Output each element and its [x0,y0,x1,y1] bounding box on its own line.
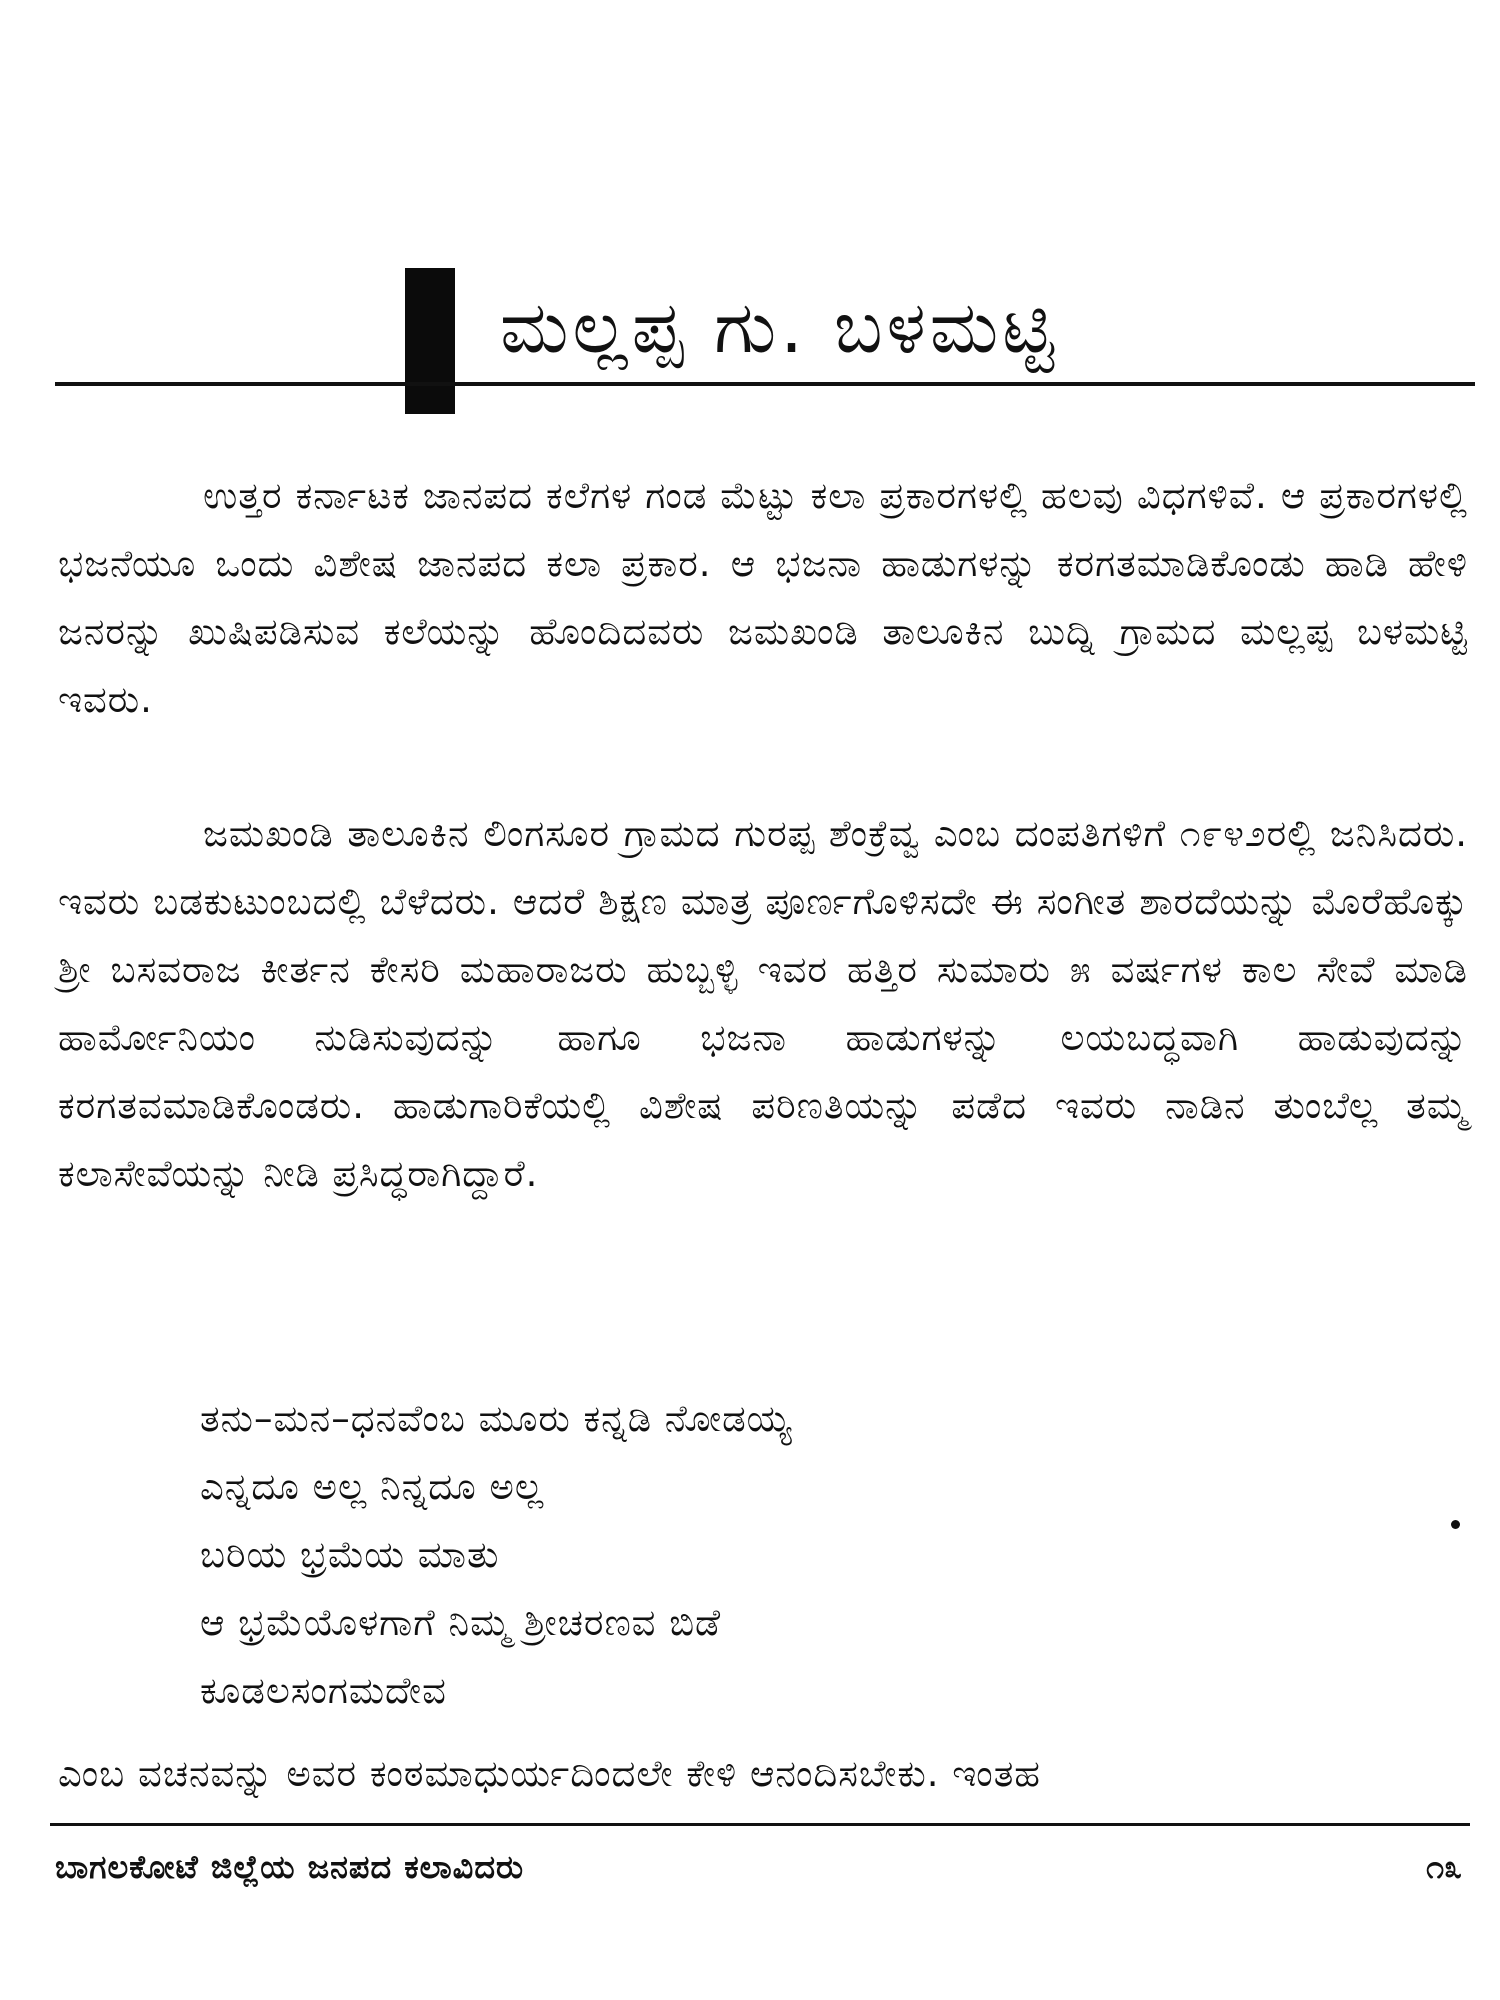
vachana-verse [200,1385,792,1725]
print-speck [1451,1520,1460,1529]
title-marker-block [405,268,455,414]
verse-line: ತನು–ಮನ–ಧನವೆಂಬ ಮೂರು ಕನ್ನಡಿ ನೋಡಯ್ಯ [200,1397,793,1440]
page-title: ಮಲ್ಲಪ್ಪ ಗು. ಬಳಮಟ್ಟಿ [500,285,1059,369]
title-rule [55,382,1475,386]
verse-line: ಎನ್ನದೂ ಅಲ್ಲ ನಿನ್ನದೂ ಅಲ್ಲ [200,1465,545,1508]
paragraph-2: ಜಮಖಂಡಿ ತಾಲೂಕಿನ ಲಿಂಗಸೂರ ಗ್ರಾಮದ ಗುರಪ್ಪ ಶೆಂಕ್ರೆವ್ವ ಎಂಬ ದಂಪತಿಗಳಿಗೆ ೧೯೪೨ರಲ್ಲಿ ಜನಿಸಿದರು. ಇವರು ಬಡಕುಟುಂಬದಲ್ಲಿ ಬೆಳೆದರು. ಆದರೆ ಶಿಕ್ಷಣ ಮಾತ್ರ ಪೂರ್ಣಗೊಳಿಸದೇ ಈ ಸಂಗೀತ ಶಾರದೆಯನ್ನು ಮೊರೆಹೊಕ್ಕು ಶ್ರೀ ಬಸವರಾಜ ಕೀರ್ತನ ಕೇಸರಿ ಮಹಾರಾಜರು ಹುಬ್ಬಳ್ಳಿ ಇವರ ಹತ್ತಿರ ಸುಮಾರು ೫ ವರ್ಷಗಳ ಕಾಲ ಸೇವೆ ಮಾಡಿ ಹಾರ್ಮೋನಿಯಂ ನುಡಿಸುವುದನ್ನು ಹಾಗೂ ಭಜನಾ ಹಾಡುಗಳನ್ನು ಲಯಬದ್ಧವಾಗಿ ಹಾಡುವುದನ್ನು ಕರಗತವಮಾಡಿಕೊಂಡರು. ಹಾಡುಗಾರಿಕೆಯಲ್ಲಿ ವಿಶೇಷ ಪರಿಣತಿಯನ್ನು ಪಡೆದ ಇವರು ನಾಡಿನ ತುಂಬೆಲ್ಲ ತಮ್ಮ ಕಲಾಸೇವೆಯನ್ನು ನೀಡಿ ಪ್ರಸಿದ್ಧರಾಗಿದ್ದಾರೆ. [58,812,1468,1195]
page-number: ೧೩ [1426,1848,1462,1886]
verse-line: ಆ ಭ್ರಮೆಯೊಳಗಾಗೆ ನಿಮ್ಮ ಶ್ರೀಚರಣವ ಬಿಡೆ [200,1601,722,1644]
running-footer-title: ಬಾಗಲಕೋಟೆ ಜಿಲ್ಲೆಯ ಜನಪದ ಕಲಾವಿದರು [55,1848,525,1886]
footer-rule [50,1823,1470,1826]
verse-line: ಕೂಡಲಸಂಗಮದೇವ [200,1669,447,1712]
paragraph-1: ಉತ್ತರ ಕರ್ನಾಟಕ ಜಾನಪದ ಕಲೆಗಳ ಗಂಡ ಮೆಟ್ಟು ಕಲಾ ಪ್ರಕಾರಗಳಲ್ಲಿ ಹಲವು ವಿಧಗಳಿವೆ. ಆ ಪ್ರಕಾರಗಳಲ್ಲಿ ಭಜನೆಯೂ ಒಂದು ವಿಶೇಷ ಜಾನಪದ ಕಲಾ ಪ್ರಕಾರ. ಆ ಭಜನಾ ಹಾಡುಗಳನ್ನು ಕರಗತಮಾಡಿಕೊಂಡು ಹಾಡಿ ಹೇಳಿ ಜನರನ್ನು ಖುಷಿಪಡಿಸುವ ಕಲೆಯನ್ನು ಹೊಂದಿದವರು ಜಮಖಂಡಿ ತಾಲೂಕಿನ ಬುದ್ನಿ ಗ್ರಾಮದ ಮಲ್ಲಪ್ಪ ಬಳಮಟ್ಟಿ ಇವರು. [58,474,1468,721]
verse-line: ಬರಿಯ ಭ್ರಮೆಯ ಮಾತು [200,1533,500,1576]
closing-line: ಎಂಬ ವಚನವನ್ನು ಅವರ ಕಂಠಮಾಧುರ್ಯದಿಂದಲೇ ಕೇಳಿ ಆನಂದಿಸಬೇಕು. ಇಂತಹ [58,1752,1041,1795]
